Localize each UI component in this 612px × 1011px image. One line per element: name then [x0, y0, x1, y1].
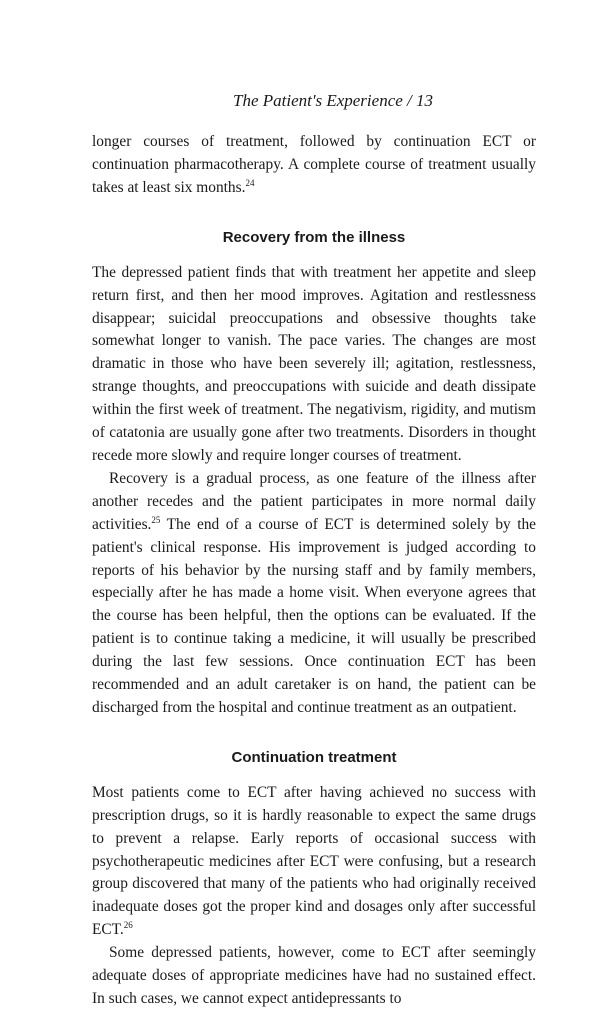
footnote-ref-26: 26 [123, 920, 133, 931]
recovery-paragraph-1: The depressed patient finds that with treatment her appetite and sleep return first, and then her mood improves. Agitation and restlessness disappear; suicidal preoccupations and obsessive thoughts take somewhat longer to vanish. The pace varies. The changes are most dramatic in those who have been severely ill; agitation, restlessness, strange thoughts, and preoccupations with suicide and death dissipate within the first week of treatment. The negativism, rigidity, and mutism of catatonia are usually gone after two treatments. Disorders in thought recede more slowly and require longer courses of treatment. [92, 263, 536, 464]
footnote-ref-25: 25 [151, 514, 161, 525]
recovery-paragraph-2 [92, 468, 536, 720]
footnote-ref-24: 24 [245, 177, 255, 188]
recovery-paragraph-2-end: The end of a course of ECT is determined solely by the patient's clinical response. His improvement is judged according to reports of his behavior by the nursing staff and by family members, especially after he has made a home visit. When everyone agrees that the course has been helpful, then the options can be evaluated. If the patient is to continue taking a medicine, it will usually be prescribed during the last few sessions. Once continuation ECT has been recommended and an adult caretaker is on hand, the patient can be discharged from the hospital and continue treatment as an outpatient. [92, 515, 536, 716]
intro-paragraph-text: longer courses of treatment, followed by continuation ECT or continuation pharmacotherapy. A complete course of treatment usually takes at least six months. [92, 133, 536, 196]
section-heading-recovery: Recovery from the illness [222, 228, 406, 246]
continuation-paragraph-2: Some depressed patients, however, come to ECT after seemingly adequate doses of appropriate medicines have had no sustained effect. In such cases, we cannot expect antidepressants to [92, 944, 536, 1007]
section-heading-continuation: Continuation treatment [231, 748, 397, 766]
running-head: The Patient's Experience / 13 [232, 91, 434, 110]
continuation-paragraph-1-text: Most patients come to ECT after having achieved no success with prescription drugs, so it is hardly reasonable to expect the same drugs to prevent a relapse. Early reports of occasional success with psychotherapeutic medicines after ECT were confusing, but a research group discovered that many of the patients who had originally received inadequate doses got the proper kind and dosages only after successful ECT. [92, 783, 536, 939]
intro-paragraph [92, 131, 536, 200]
continuation-paragraph-1 [92, 782, 536, 942]
page-body [92, 131, 536, 1011]
recovery-paragraph-2-start: Recovery is a gradual process, as one feature of the illness after another recedes and the patient participates in more normal daily activities. [92, 469, 536, 533]
